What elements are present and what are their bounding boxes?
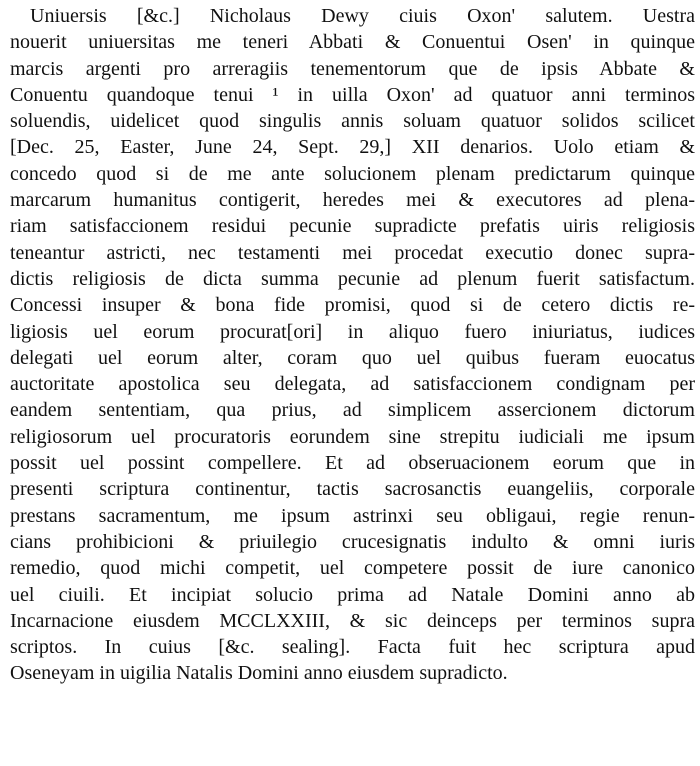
text-line: riam satisfaccionem residui pecunie supradicte prefatis uiris religiosis (10, 215, 695, 238)
text-line: nouerit uniuersitas me teneri Abbati & Conuentui Osen' in quinque (10, 31, 695, 54)
text-line: auctoritate apostolica seu delegata, ad satisfaccionem condignam per (10, 373, 695, 396)
text-line: Concessi insuper & bona fide promisi, quod si de cetero dictis re- (10, 294, 695, 317)
text-line: [Dec. 25, Easter, June 24, Sept. 29,] XII denarios. Uolo etiam & (10, 136, 695, 159)
text-line: marcarum humanitus contigerit, heredes mei & executores ad plena- (10, 189, 695, 212)
text-line: marcis argenti pro arreragiis tenementorum que de ipsis Abbate & (10, 57, 695, 80)
text-line: Uniuersis [&c.] Nicholaus Dewy ciuis Oxon' salutem. Uestra (30, 5, 695, 27)
text-line: cians prohibicioni & priuilegio crucesignatis indulto & omni iuris (10, 530, 695, 553)
text-line: eandem sententiam, qua prius, ad simplicem assercionem dictorum (10, 399, 695, 422)
text-line: ligiosis uel eorum procurat[ori] in aliquo fuero iniuriatus, iudices (10, 320, 695, 343)
text-line: concedo quod si de me ante solucionem plenam predictarum quinque (10, 162, 695, 185)
text-line: teneantur astricti, nec testamenti mei procedat executio donec supra- (10, 241, 695, 264)
text-line: Incarnacione eiusdem MCCLXXIII, & sic deinceps per terminos supra (10, 609, 695, 632)
text-line: uel ciuili. Et incipiat solucio prima ad Natale Domini anno ab (10, 583, 695, 606)
document-page (10, 3, 695, 687)
text-line: Oseneyam in uigilia Natalis Domini anno eiusdem supradicto. (10, 662, 508, 685)
text-line: religiosorum uel procuratoris eorundem sine strepitu iudiciali me ipsum (10, 425, 695, 448)
text-line: scriptos. In cuius [&c. sealing]. Facta fuit hec scriptura apud (10, 636, 695, 659)
text-line: dictis religiosis de dicta summa pecunie ad plenum fuerit satisfactum. (10, 267, 695, 290)
text-line: Conuentu quandoque tenui ¹ in uilla Oxon' ad quatuor anni terminos (10, 83, 695, 106)
text-line: presenti scriptura continentur, tactis sacrosanctis euangeliis, corporale (10, 478, 695, 501)
text-line: remedio, quod michi competit, uel competere possit de iure canonico (10, 557, 695, 580)
text-line: delegati uel eorum alter, coram quo uel quibus fueram euocatus (10, 346, 695, 369)
text-line: prestans sacramentum, me ipsum astrinxi seu obligaui, regie renun- (10, 504, 695, 527)
charter-text (10, 3, 695, 687)
text-line: soluendis, uidelicet quod singulis annis soluam quatuor solidos scilicet (10, 110, 695, 133)
text-line: possit uel possint compellere. Et ad obseruacionem eorum que in (10, 452, 695, 475)
